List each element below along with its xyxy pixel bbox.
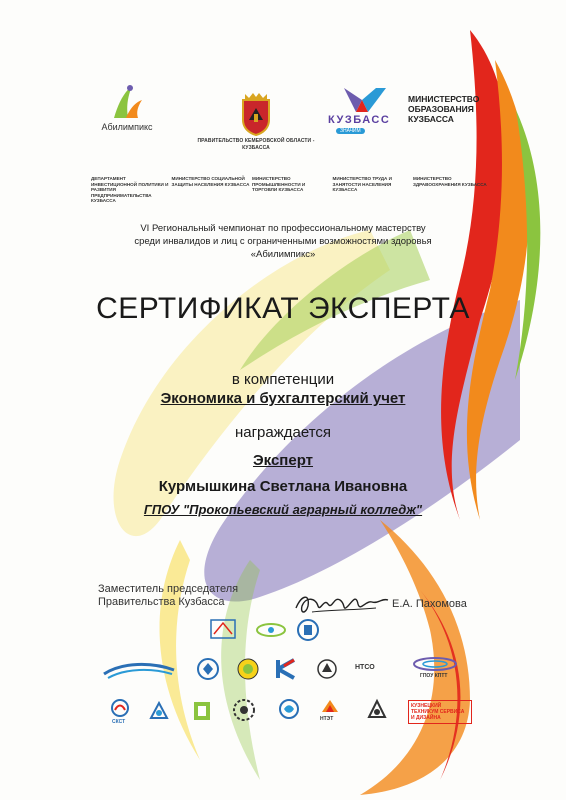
- ministry-social-protection: МИНИСТЕРСТВО СОЦИАЛЬНОЙ ЗАЩИТЫ НАСЕЛЕНИЯ КУЗБАССА: [171, 176, 250, 187]
- gpou-kptt-emblem-icon: [412, 656, 458, 672]
- signer-position-line-1: Заместитель председателя: [98, 583, 239, 595]
- government-caption: ПРАВИТЕЛЬСТВО КЕМЕРОВСКОЙ ОБЛАСТИ - КУЗБАССА: [197, 138, 315, 151]
- handwritten-signature: [292, 586, 392, 620]
- partner-logo-7: [274, 658, 298, 680]
- partner-logo-1: [208, 618, 238, 640]
- gpou-kptt-caption: ГПОУ КПТТ: [420, 673, 448, 679]
- education-ministry-name: МИНИСТЕРСТВО ОБРАЗОВАНИЯ КУЗБАССА: [408, 94, 480, 124]
- competence-name: Экономика и бухгалтерский учет: [160, 390, 406, 407]
- kemerovo-government-logo: [196, 90, 316, 151]
- partner-logo-6: [236, 657, 260, 681]
- partner-logo-3: [296, 618, 320, 642]
- nteh-caption: НТЭТ: [320, 716, 334, 722]
- partner-logo-8: [316, 658, 338, 680]
- kuzbass-v-emblem-icon: [342, 86, 388, 114]
- championship-line-2: среди инвалидов и лиц с ограниченными возможностями здоровья: [134, 236, 432, 247]
- partner-logo-15: [366, 698, 388, 720]
- coat-of-arms-icon: [239, 90, 273, 136]
- role-text: Эксперт: [252, 452, 314, 469]
- partner-logo-10: [148, 700, 170, 722]
- kuzbass-wordmark: КУЗБАСС: [328, 114, 391, 126]
- certificate-title: СЕРТИФИКАТ ЭКСПЕРТА: [96, 292, 470, 325]
- partner-logo-12: [232, 698, 256, 722]
- ministry-industry: МИНИСТЕРСТВО ПРОМЫШЛЕННОСТИ И ТОРГОВЛИ КУЗБАССА: [252, 176, 306, 193]
- championship-description: [100, 222, 466, 261]
- skst-caption: СКСТ: [112, 719, 126, 725]
- signer-name: Е.А. Пахомова: [392, 598, 467, 610]
- ministries-row: [91, 176, 491, 204]
- organization-name: ГПОУ "Прокопьевский аграрный колледж": [143, 502, 423, 517]
- partner-logo-5: [196, 657, 220, 681]
- partner-logo-13: [278, 698, 300, 720]
- ministry-investment: ДЕПАРТАМЕНТ ИНВЕСТИЦИОННОЙ ПОЛИТИКИ И РАЗВИТИЯ ПРЕДПРИНИМАТЕЛЬСТВА КУЗБАССА: [91, 176, 169, 204]
- signer-position-line-2: Правительства Кузбасса: [98, 596, 225, 608]
- nteh-emblem-icon: [320, 698, 340, 714]
- partner-logo-11: [192, 700, 212, 722]
- ministry-labor: МИНИСТЕРСТВО ТРУДА И ЗАНЯТОСТИ НАСЕЛЕНИЯ КУЗБАССА: [332, 176, 392, 193]
- competence-intro: в компетенции: [231, 371, 335, 388]
- recipient-name: Курмышкина Светлана Ивановна: [158, 478, 408, 495]
- abilympics-logo: [92, 84, 162, 132]
- abilympics-caption: Абилимпикс: [101, 122, 153, 132]
- awarded-text: награждается: [234, 424, 332, 441]
- kuzbass-tag: ЗНАЧИМ: [336, 128, 365, 134]
- partner-logo-2: [255, 622, 287, 638]
- championship-line-1: VI Региональный чемпионат по профессиональному мастерству: [140, 223, 426, 234]
- partner-logo-4: [102, 660, 176, 680]
- abilympics-emblem-icon: [110, 84, 144, 120]
- championship-line-3: «Абилимпикс»: [250, 249, 316, 260]
- ntsso-logo: НТСО: [355, 664, 375, 671]
- yellow-bottom-swoosh: [160, 540, 200, 760]
- skst-emblem-icon: [110, 698, 130, 718]
- kuznetsk-college-logo: КУЗНЕЦКИЙ ТЕХНИКУМ СЕРВИСА И ДИЗАЙНА: [408, 700, 472, 724]
- signer-position: [98, 583, 238, 609]
- ministry-health: МИНИСТЕРСТВО ЗДРАВООХРАНЕНИЯ КУЗБАССА: [413, 176, 487, 187]
